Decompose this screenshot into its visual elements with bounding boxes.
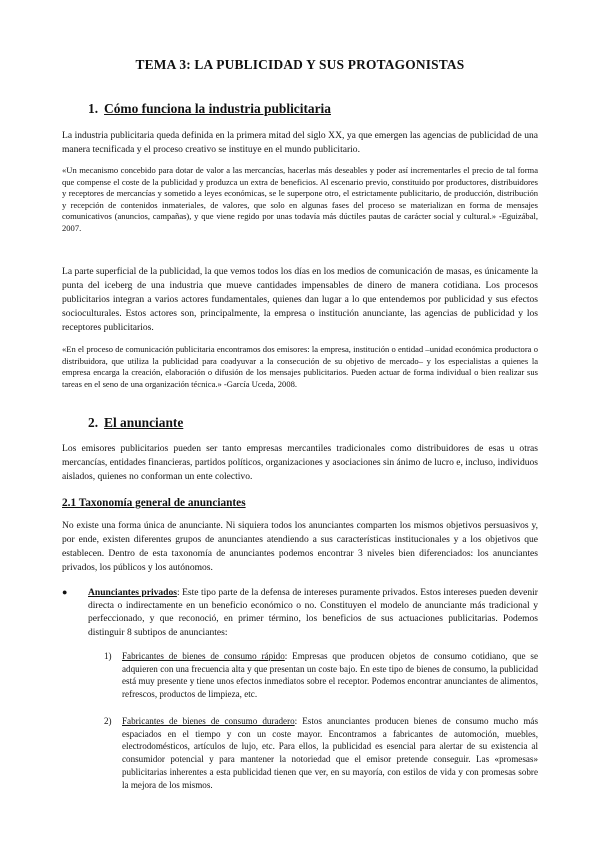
list-item: [122, 715, 538, 791]
bullet-icon: ●: [62, 587, 68, 597]
bullet-lead: Anunciantes privados: [88, 587, 177, 598]
list-item-lead: Fabricantes de bienes de consumo duradero: [122, 716, 295, 726]
section-2-1-heading: 2.1 Taxonomía general de anunciantes: [62, 497, 246, 509]
section-1-paragraph-2: La parte superficial de la publicidad, la que vemos todos los días en los medios de comunicación de masas, es únicamente la punta del iceberg de una industria que mueve cantidades impensables de dinero de manera cotidiana. Los procesos publicitarios integran a varios actores fundamentales, quienes dan lugar a lo que entendemos por publicidad y sus efectos socioculturales. Estos actores son, principalmente, la empresa o institución anunciante, las agencias de publicidad y los receptores publicitarios.: [62, 266, 538, 333]
list-item-text: : Estos anunciantes producen bienes de consumo mucho más espaciados en el tiempo y con un coste mayor. Encontramos a fabricantes de automoción, muebles, electrodomésticos, artículos de lujo, etc. Para ellos, la publicidad es esencial para alertar de su existencia al consumidor potencial y para mantener la notoriedad que el emisor pretende conseguir. Las «promesas» publicitarias inherentes a esta publicidad tienen que ver, en su mayoría, con estilos de vida y con promesas sobre la mejora de los mismos.: [122, 716, 538, 790]
section-1-paragraph-1: La industria publicitaria queda definida en la primera mitad del siglo XX, ya que emergen las agencias de publicidad de una manera tecnificada y el proceso creativo se instituye en el mundo publicitario.: [62, 130, 538, 155]
list-item-number: 1): [104, 651, 112, 661]
page-title: TEMA 3: LA PUBLICIDAD Y SUS PROTAGONISTAS: [135, 57, 465, 72]
section-1-quote-garcia-uceda: «En el proceso de comunicación publicitaria encontramos dos emisores: la empresa, institución o entidad –unidad económica productora o distribuidora, que utiliza la publicidad para coadyuvar a la consecución de su objetivo de mercado– y los especialistas a quienes la empresa encarga la creación, elaboración o difusión de los mensajes publicitarios. Pueden actuar de forma individual o bien realizar sus tareas en el seno de una organización técnica.» -García Uceda, 2008.: [62, 344, 538, 389]
section-1-number: 1.: [88, 101, 99, 116]
section-1-title: Cómo funciona la industria publicitaria: [104, 101, 331, 116]
section-2-heading: [88, 415, 183, 431]
list-item: [122, 650, 538, 701]
list-item-text: : Empresas que producen objetos de consumo cotidiano, que se adquieren con una frecuencia alta y que presentan un coste bajo. En este tipo de bienes de consumo, la publicidad está muy presente y tiene unos efectos inmediatos sobre el receptor. Podemos encontrar anunciantes de alimentos, refrescos, productos de limpieza, etc.: [122, 651, 538, 700]
list-item-lead: Fabricantes de bienes de consumo rápido: [122, 651, 285, 661]
bullet-text: : Este tipo parte de la defensa de intereses puramente privados. Estos intereses pueden devenir directa o indirectamente en un beneficio económico o no. Constituyen el modelo de anunciante más tradicional y perfeccionado, y que reconoció, en primer término, los beneficios de sus actuaciones publicitarias. Podemos distinguir 8 subtipos de anunciantes:: [88, 587, 538, 638]
bullet-anunciantes-privados: [88, 586, 538, 639]
section-2-title: El anunciante: [104, 415, 184, 430]
section-1-heading: [88, 101, 331, 117]
section-2-1-paragraph-1: No existe una forma única de anunciante. Ni siquiera todos los anunciantes comparten los mismos objetivos persuasivos y, por ende, existen diferentes grupos de anunciantes atendiendo a sus características institucionales y a los objetivos que establecen. Dentro de esta taxonomía de anunciantes podemos encontrar 3 niveles bien diferenciados: los anunciantes privados, los públicos y los autónomos.: [62, 520, 538, 573]
list-item-number: 2): [104, 716, 112, 726]
section-1-quote-eguizabal: «Un mecanismo concebido para dotar de valor a las mercancías, hacerlas más deseables y poder así incrementarles el precio de tal forma que compense el coste de la publicidad y produzca un extra de beneficios. Al escenario previo, constituido por productores, distribuidores y receptores de mercancías y sometido a leyes económicas, se le superpone otro, el estrictamente publicitario, de producción, distribución y recepción de contenidos inmateriales, de valores, que solo en algunas fases del proceso se materializan en forma de mensajes comunicativos (anuncios, campañas), y que viene regido por unas todavía más dúctiles pautas de carácter social y cultural.» -Eguizábal, 2007.: [62, 165, 538, 233]
section-2-paragraph-1: Los emisores publicitarios pueden ser tanto empresas mercantiles tradicionales como distribuidores de esas u otras mercancías, entidades financieras, partidos políticos, organizaciones y asociaciones sin ánimo de lucro e, incluso, individuos aislados, quienes no conforman un ente colectivo.: [62, 443, 538, 482]
section-2-number: 2.: [88, 415, 99, 430]
